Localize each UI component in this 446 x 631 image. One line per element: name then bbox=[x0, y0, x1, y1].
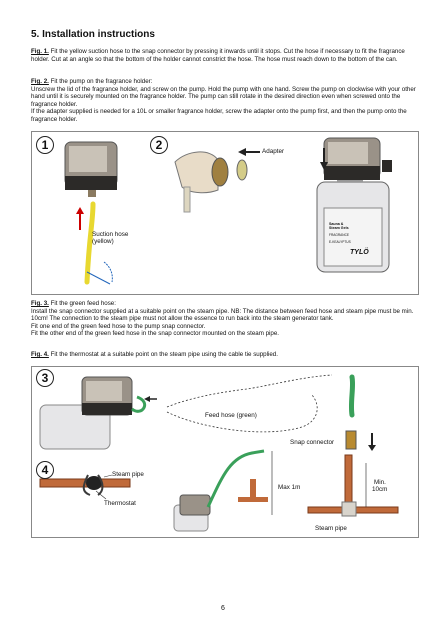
thermostat-label: Thermostat bbox=[104, 500, 136, 507]
fig3-line-2: Fit one end of the green feed hose to the pump snap connector. bbox=[31, 322, 206, 330]
snap-connector-label: Snap connector bbox=[290, 439, 335, 446]
can-brand-logo: TYLÖ bbox=[350, 249, 369, 256]
panel1-drawing bbox=[32, 132, 418, 294]
pump-and-can-4 bbox=[174, 495, 210, 531]
pump-illustration-1 bbox=[65, 142, 117, 197]
figure-number-2: 2 bbox=[150, 136, 168, 154]
fig1-ref: Fig. 1. bbox=[31, 48, 49, 55]
min-distance-label-1: Min. bbox=[374, 479, 386, 486]
fig4-paragraph bbox=[31, 351, 417, 359]
figure-number-4: 4 bbox=[36, 461, 54, 479]
can-label-line-3: FRAGRANCE bbox=[329, 233, 350, 237]
fig2-paragraph bbox=[31, 78, 417, 124]
illustration-panel-2 bbox=[31, 366, 419, 538]
steam-pipe-label-right: Steam pipe bbox=[315, 525, 347, 532]
figure-number-3: 3 bbox=[36, 369, 54, 387]
fig1-text: Fit the yellow suction hose to the snap connector by pressing it inwards until it stops. Cut the hose if necessary to fit the fragrance holder. Cut at an angle so that the bottom of the holder cannot constrict the hose. The hose must reach down to the bottom of the can. bbox=[31, 48, 405, 63]
green-hose-long bbox=[351, 377, 352, 415]
can-label-line-4: E-KEALYPTUS bbox=[329, 240, 351, 244]
snap-connector-drawing bbox=[346, 431, 356, 449]
fig3-paragraph bbox=[31, 300, 417, 338]
adapter-illustration bbox=[175, 152, 247, 212]
can-label-line-2: Steam Gels bbox=[329, 226, 349, 230]
fig4-text: Fit the thermostat at a suitable point on the steam pipe using the cable tie supplied. bbox=[48, 351, 278, 358]
steam-pipe-label-left: Steam pipe bbox=[112, 471, 144, 478]
pump-illustration-2 bbox=[324, 138, 392, 180]
fig2-line-1: Unscrew the lid of the fragrance holder, and screw on the pump. Hold the pump with one hand. Screw the pump on clockwise with your other hand until it is securely mounted on the fragrance holder. The pump can still rotate in the desired direction even when screwed onto the fragrance holder. bbox=[31, 85, 416, 108]
fig2-ref: Fig. 2. bbox=[31, 78, 49, 85]
suction-hose-label-2: (yellow) bbox=[92, 238, 114, 245]
fig3-line-1: Install the snap connector supplied at a suitable point on the steam pipe. NB: The distance between feed hose and steam pipe must be min. 10cm! The connection to the steam pipe must not allow the essence to run back into the steam generator tank. bbox=[31, 307, 414, 323]
green-hose-short bbox=[132, 397, 145, 411]
figure-number-1: 1 bbox=[36, 136, 54, 154]
adapter-label: Adapter bbox=[262, 148, 285, 155]
panel2-drawing bbox=[32, 367, 418, 537]
section-heading: 5. Installation instructions bbox=[31, 29, 155, 40]
fig1-paragraph bbox=[31, 48, 417, 63]
min-distance-label-2: 10cm bbox=[372, 486, 388, 493]
page-number: 6 bbox=[221, 605, 225, 612]
can-label-line-1: Sauna & bbox=[329, 222, 344, 226]
illustration-panel-1 bbox=[31, 131, 419, 295]
feed-hose-label: Feed hose (green) bbox=[205, 412, 257, 419]
fig3-text: Fit the green feed hose: bbox=[48, 300, 116, 307]
pump-and-can-3 bbox=[40, 377, 132, 449]
suction-hose-label-1: Suction hose bbox=[92, 231, 129, 238]
fig3-line-3: Fit the other end of the green feed hose in the snap connector mounted on the steam pipe. bbox=[31, 330, 280, 338]
fig2-text: Fit the pump on the fragrance holder: bbox=[48, 78, 153, 85]
fig3-ref: Fig. 3. bbox=[31, 300, 49, 307]
fig4-ref: Fig. 4. bbox=[31, 351, 49, 358]
max-distance-label: Max 1m bbox=[278, 484, 301, 491]
fig2-line-2: If the adapter supplied is needed for a 10L or smaller fragrance holder, screw the adapter onto the pump first, and then the pump onto the fragrance holder. bbox=[31, 108, 407, 123]
